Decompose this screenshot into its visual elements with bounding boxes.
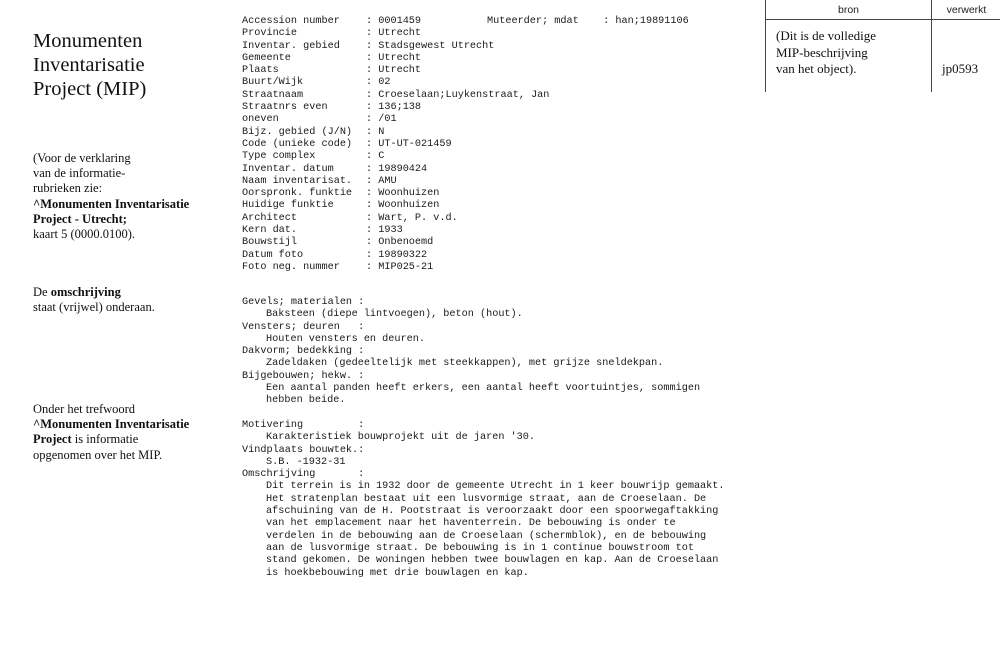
field-row: Datum foto : 19890322 xyxy=(242,249,428,261)
field-row: Inventar. datum : 19890424 xyxy=(242,163,428,175)
field-label: Type complex xyxy=(242,151,316,163)
section-text: stand gekomen. De woningen hebben twee bouwlagen en kap. Aan de Croeselaan xyxy=(266,555,719,567)
note-bold: omschrijving xyxy=(50,285,121,299)
note-line: rubrieken zie: xyxy=(33,181,103,196)
field-row: Code (unieke code) : UT-UT-021459 xyxy=(242,138,452,150)
field-label: Provincie xyxy=(242,28,298,40)
reference-link[interactable]: ^Monumenten Inventarisatie xyxy=(33,417,190,432)
record-sections xyxy=(242,297,725,580)
field-value: 19890322 xyxy=(378,249,428,261)
header-verwerkt: verwerkt xyxy=(946,4,987,16)
field-row: Plaats : Utrecht xyxy=(242,65,422,77)
field-label: Datum foto xyxy=(242,249,304,261)
field-row: Kern dat. : 1933 xyxy=(242,225,403,237)
field-label: Oorspronk. funktie xyxy=(242,188,353,200)
field-row: Straatnaam : Croeselaan;Luykenstraat, Jan xyxy=(242,89,550,101)
field-value: 1933 xyxy=(378,225,403,237)
field-label: Straatnrs even xyxy=(242,102,328,114)
note-line: kaart 5 (0000.0100). xyxy=(33,227,136,242)
field-value: 136;138 xyxy=(378,102,422,114)
note-line: staat (vrijwel) onderaan. xyxy=(33,300,155,315)
field-label: Inventar. datum xyxy=(242,163,334,175)
field-value: Wart, P. v.d. xyxy=(378,212,458,224)
description-note xyxy=(33,285,155,315)
section-heading: Omschrijving : xyxy=(242,469,365,481)
field-value: 02 xyxy=(378,77,391,89)
field-row: Bouwstijl : Onbenoemd xyxy=(242,237,434,249)
header-bron: bron xyxy=(837,4,859,16)
field-value: AMU xyxy=(378,175,397,187)
section-heading: Vensters; deuren : xyxy=(242,321,365,333)
field-row: Straatnrs even : 136;138 xyxy=(242,102,422,114)
field-row: Type complex : C xyxy=(242,151,385,163)
field-value: UT-UT-021459 xyxy=(378,138,452,150)
field-label: Kern dat. xyxy=(242,225,298,237)
note-text: De xyxy=(33,285,51,299)
reference-link[interactable]: Project xyxy=(33,432,72,447)
field-label: Architect xyxy=(242,212,298,224)
field-label: Plaats xyxy=(242,65,279,77)
title-line: Project (MIP) xyxy=(33,78,147,100)
field-value: Utrecht xyxy=(378,28,422,40)
field-row: Buurt/Wijk : 02 xyxy=(242,77,391,89)
section-text: Houten vensters en deuren. xyxy=(266,333,425,345)
mutation-field: Muteerder; mdat : han;19891106 xyxy=(487,16,689,27)
record-fields xyxy=(242,16,549,274)
verwerkt-cell: jp0593 xyxy=(942,61,979,76)
section-heading: Gevels; materialen : xyxy=(242,297,365,308)
field-value: Woonhuizen xyxy=(378,200,440,212)
document-title xyxy=(33,29,146,101)
field-value: Croeselaan;Luykenstraat, Jan xyxy=(378,89,550,101)
field-label: Bouwstijl xyxy=(242,237,298,249)
field-label: Accession number xyxy=(242,16,340,27)
section-text: Dit terrein is in 1932 door de gemeente Utrecht in 1 keer bouwrijp gemaakt. xyxy=(266,481,725,493)
field-row: Inventar. gebied : Stadsgewest Utrecht xyxy=(242,40,495,52)
field-row: Foto neg. nummer : MIP025-21 xyxy=(242,261,434,273)
field-row: Accession number : 0001459 xyxy=(242,16,422,27)
field-row: oneven : /01 xyxy=(242,114,397,126)
field-row: Provincie : Utrecht xyxy=(242,28,422,40)
field-label: Foto neg. nummer xyxy=(242,261,340,273)
field-value: MIP025-21 xyxy=(378,261,434,273)
field-value: Onbenoemd xyxy=(378,237,434,249)
section-text: hebben beide. xyxy=(266,395,346,407)
field-value: Stadsgewest Utrecht xyxy=(378,40,495,52)
field-value: Woonhuizen xyxy=(378,188,440,200)
field-label: Bijz. gebied (J/N) xyxy=(242,126,353,138)
section-text: verdelen in de bebouwing aan de Croeselaan (schermblok), en de bebouwing xyxy=(266,530,707,542)
reference-link[interactable]: ^Monumenten Inventarisatie xyxy=(33,196,190,211)
note-line: (Voor de verklaring xyxy=(33,151,131,165)
field-label: Naam inventarisat. xyxy=(242,175,353,187)
reference-link[interactable]: Project - Utrecht; xyxy=(33,211,127,226)
field-row: Architect : Wart, P. v.d. xyxy=(242,212,458,224)
field-value: N xyxy=(378,126,385,138)
divider xyxy=(766,19,1000,20)
field-label: Code (unieke code) xyxy=(242,138,353,150)
bron-line: MIP-beschrijving xyxy=(776,44,868,60)
keyword-note xyxy=(33,402,189,463)
field-label: Straatnaam xyxy=(242,89,304,101)
section-heading: Motivering : xyxy=(242,419,365,431)
section-heading: Dakvorm; bedekking : xyxy=(242,346,365,358)
field-value: 0001459 xyxy=(378,16,422,27)
bron-cell xyxy=(776,28,876,78)
bron-line: van het object). xyxy=(776,61,857,76)
field-label: Gemeente xyxy=(242,52,291,64)
field-value: Utrecht xyxy=(378,52,422,64)
section-text: Een aantal panden heeft erkers, een aantal heeft voortuintjes, sommigen xyxy=(266,383,701,395)
title-line: Monumenten xyxy=(33,30,143,52)
field-value: C xyxy=(378,151,385,163)
field-label: Buurt/Wijk xyxy=(242,77,304,89)
note-text: is informatie xyxy=(71,432,139,447)
section-text: S.B. -1932-31 xyxy=(266,456,346,468)
field-row: Naam inventarisat. : AMU xyxy=(242,175,397,187)
field-value: /01 xyxy=(378,114,397,126)
field-label: Muteerder; mdat xyxy=(487,16,579,27)
bron-line: (Dit is de volledige xyxy=(776,28,877,43)
section-heading: Vindplaats bouwtek.: xyxy=(242,444,365,456)
section-text: afschuining van de H. Pootstraat is veroorzaakt door een spoorwegaftakking xyxy=(266,506,719,518)
section-text: aan de lusvormige straat. De bebouwing is in 1 continue bouwstroom tot xyxy=(266,542,694,554)
section-heading: Bijgebouwen; hekw. : xyxy=(242,370,365,382)
field-label: Inventar. gebied xyxy=(242,40,340,52)
field-label: oneven xyxy=(242,114,279,126)
section-text: Karakteristiek bouwprojekt uit de jaren '30. xyxy=(266,432,535,444)
field-value: han;19891106 xyxy=(615,16,689,27)
field-row: Bijz. gebied (J/N) : N xyxy=(242,126,385,138)
legend-note xyxy=(33,151,189,242)
note-line: opgenomen over het MIP. xyxy=(33,447,163,462)
field-row: Huidige funktie : Woonhuizen xyxy=(242,200,440,212)
section-text: is hoekbebouwing met drie bouwlagen en kap. xyxy=(266,567,529,579)
section-text: Zadeldaken (gedeeltelijk met steekkappen), met grijze sneldekpan. xyxy=(266,358,664,370)
section-text: Baksteen (diepe lintvoegen), beton (hout). xyxy=(266,309,523,321)
source-table xyxy=(765,0,1000,92)
field-value: Utrecht xyxy=(378,65,422,77)
field-value: 19890424 xyxy=(378,163,428,175)
section-text: Het stratenplan bestaat uit een lusvormige straat, aan de Croeselaan. De xyxy=(266,493,707,505)
field-row: Gemeente : Utrecht xyxy=(242,52,422,64)
note-line: van de informatie- xyxy=(33,166,126,181)
section-text: van het emplacement naar het haventerrein. De bebouwing is onder te xyxy=(266,518,676,530)
field-row: Oorspronk. funktie : Woonhuizen xyxy=(242,188,440,200)
field-label: Huidige funktie xyxy=(242,200,334,212)
note-line: Onder het trefwoord xyxy=(33,402,136,416)
title-line: Inventarisatie xyxy=(33,54,145,76)
